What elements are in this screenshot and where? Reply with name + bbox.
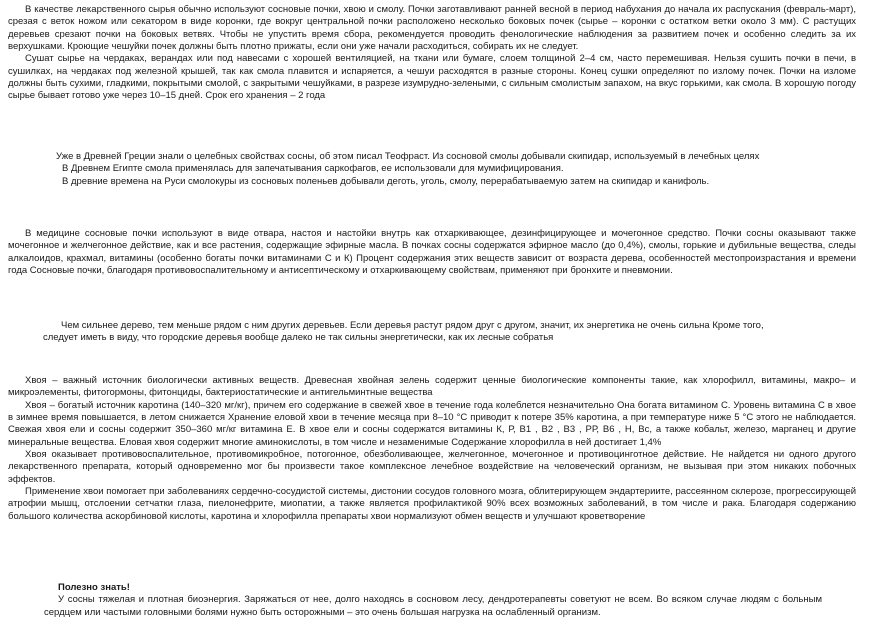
medicine-section	[0, 228, 870, 277]
energy-quote: Чем сильнее дерево, тем меньше рядом с ним других деревьев. Если деревья растут рядом друг с другом, значит, их энергетика не очень сильна Кроме того, следует иметь в виду, что городские деревья вообще далеко не так сильны энергетически, как их лесные собратья	[43, 320, 764, 344]
medicine-paragraph: В медицине сосновые почки используют в виде отвара, настоя и настойки внутрь как отхаркивающее, дезинфицирующее и мочегонное средство. Почки сосны оказывают также мочегонное и желчегонное действие, как и все растения, содержащие эфирные масла. В почках сосны содержатся эфирное масло (до 0,4%), смолы, горькие и дубильные вещества, следы алкалоидов, крахмал, витамины (особенно богаты почки витаминами С и К) Процент содержания этих веществ зависит от возраста дерева, особенностей местопроизрастания и времени года Сосновые почки, благодаря противовоспалительному и антисептическому и отхаркивающему свойствам, применяют при бронхите и пневмонии.	[8, 228, 856, 277]
history-section	[0, 151, 870, 188]
history-greece: Уже в Древней Греции знали о целебных свойствах сосны, об этом писал Теофраст. Из сосновой смолы добывали скипидар, используемый в лечебных целях	[56, 151, 760, 162]
raw-material-section	[0, 4, 870, 103]
needles-effects: Хвоя оказывает противовоспалительное, противомикробное, потогонное, обезболивающее, желчегонное, мочегонное и противоцинготное действие. Не найдется ни одного другого лекарственного препарата, который одновременно мог бы произвести такое комплексное лечебное воздействие на человеческий организм, не вызывая при этом никаких побочных эффектов.	[8, 449, 856, 485]
needles-usage: Применение хвои помогает при заболеваниях сердечно-сосудистой системы, дистонии сосудов головного мозга, облитерирующем эндартериите, рассеянном склерозе, прогрессирующей атрофии мышц, отслоении сетчатки глаза, пиелонефрите, миопатии, а также является профилактикой 90% всех возможных заболеваний, в том числе и рака. Благодаря содержанию большого количества аскорбиновой кислоты, каротина и хлорофилла препараты хвои нормализуют обмен веществ и улучшают кроветворение	[8, 486, 856, 522]
needles-intro: Хвоя – важный источник биологически активных веществ. Древесная хвойная зелень содержит ценные биологические компоненты такие, как хлорофилл, витамины, макро– и микроэлементы, фитогормоны, фитонциды, бактериостатические и антигельминтные вещества	[8, 375, 856, 399]
tip-section	[0, 582, 870, 619]
harvest-paragraph: В качестве лекарственного сырья обычно используют сосновые почки, хвою и смолу. Почки заготавливают ранней весной в период набухания до начала их распускания (февраль-март), срезая с веток ножом или секатором в виде коронки, где вокруг центральной почки расположено несколько боковых почек (сырье – коронки с остатком ветки около 3 мм). С растущих деревьев срезают почки на боковых ветвях. Чтобы не упустить время сбора, рекомендуется проводить фенологические наблюдения за развитием почек и особенно следить за их верхушками. Кроющие чешуйки почек должны быть плотно прижаты, если они уже начали расходиться, собирать их не следует.	[8, 4, 856, 53]
history-russia: В древние времена на Руси смолокуры из сосновых поленьев добывали деготь, уголь, смолу, перерабатываемую затем на скипидар и канифоль.	[62, 175, 710, 187]
history-egypt: В Древнем Египте смола применялась для запечатывания саркофагов, ее использовали для мумифицирования.	[62, 163, 564, 175]
needles-section	[0, 375, 870, 523]
needles-vitamins: Хвоя – богатый источник каротина (140–320 мг/кг), причем его содержание в свежей хвое в течение года колеблется незначительно Она богата витамином С. Уровень витамина С в хвое в зимнее время повышается, в летом снижается Хранение еловой хвои в течение месяца при 8–10 °C приводит к потере 35% каротина, а при температуре ниже 5 °C этого не наблюдается. Свежая хвоя ели и сосны содержит 350–360 мг/кг витамина Е. В хвое ели и сосны содержатся витамины К, Р, В1 , В2 , В3 , РР, В6 , Н, Вс, а также кобальт, железо, марганец и другие минеральные вещества. Еловая хвоя содержит многие аминокислоты, в том числе и незаменимые Содержание хлорофилла в ней достигает 1,4%	[8, 399, 856, 448]
tip-title: Полезно знать!	[58, 582, 130, 593]
drying-paragraph: Сушат сырье на чердаках, верандах или под навесами с хорошей вентиляцией, на ткани или бумаге, слоем толщиной 2–4 см, часто перемешивая. Нельзя сушить почки в печи, в сушилках, на чердаках под железной крышей, так как смола плавится и испаряется, а чешуи расходятся в разные стороны. Конец сушки определяют по излому почек. Почки на изломе должны быть сухими, гладкими, покрытыми смолой, с закрытыми чешуйками, в разрезе изумрудно-зелеными, с сильным смолистым запахом, на вкус горькими, как смола. В хорошую погоду сырье бывает готово уже через 10–15 дней. Срок его хранения – 2 года	[8, 53, 856, 102]
tip-body: У сосны тяжелая и плотная биоэнергия. Заряжаться от нее, долго находясь в сосновом лесу, дендротерапевты советуют не всем. Во всяком случае людям с больным сердцем или частыми головными болями нужно быть осторожными – это очень большая нагрузка на ослабленный организм.	[44, 594, 822, 618]
energy-section	[0, 320, 870, 345]
